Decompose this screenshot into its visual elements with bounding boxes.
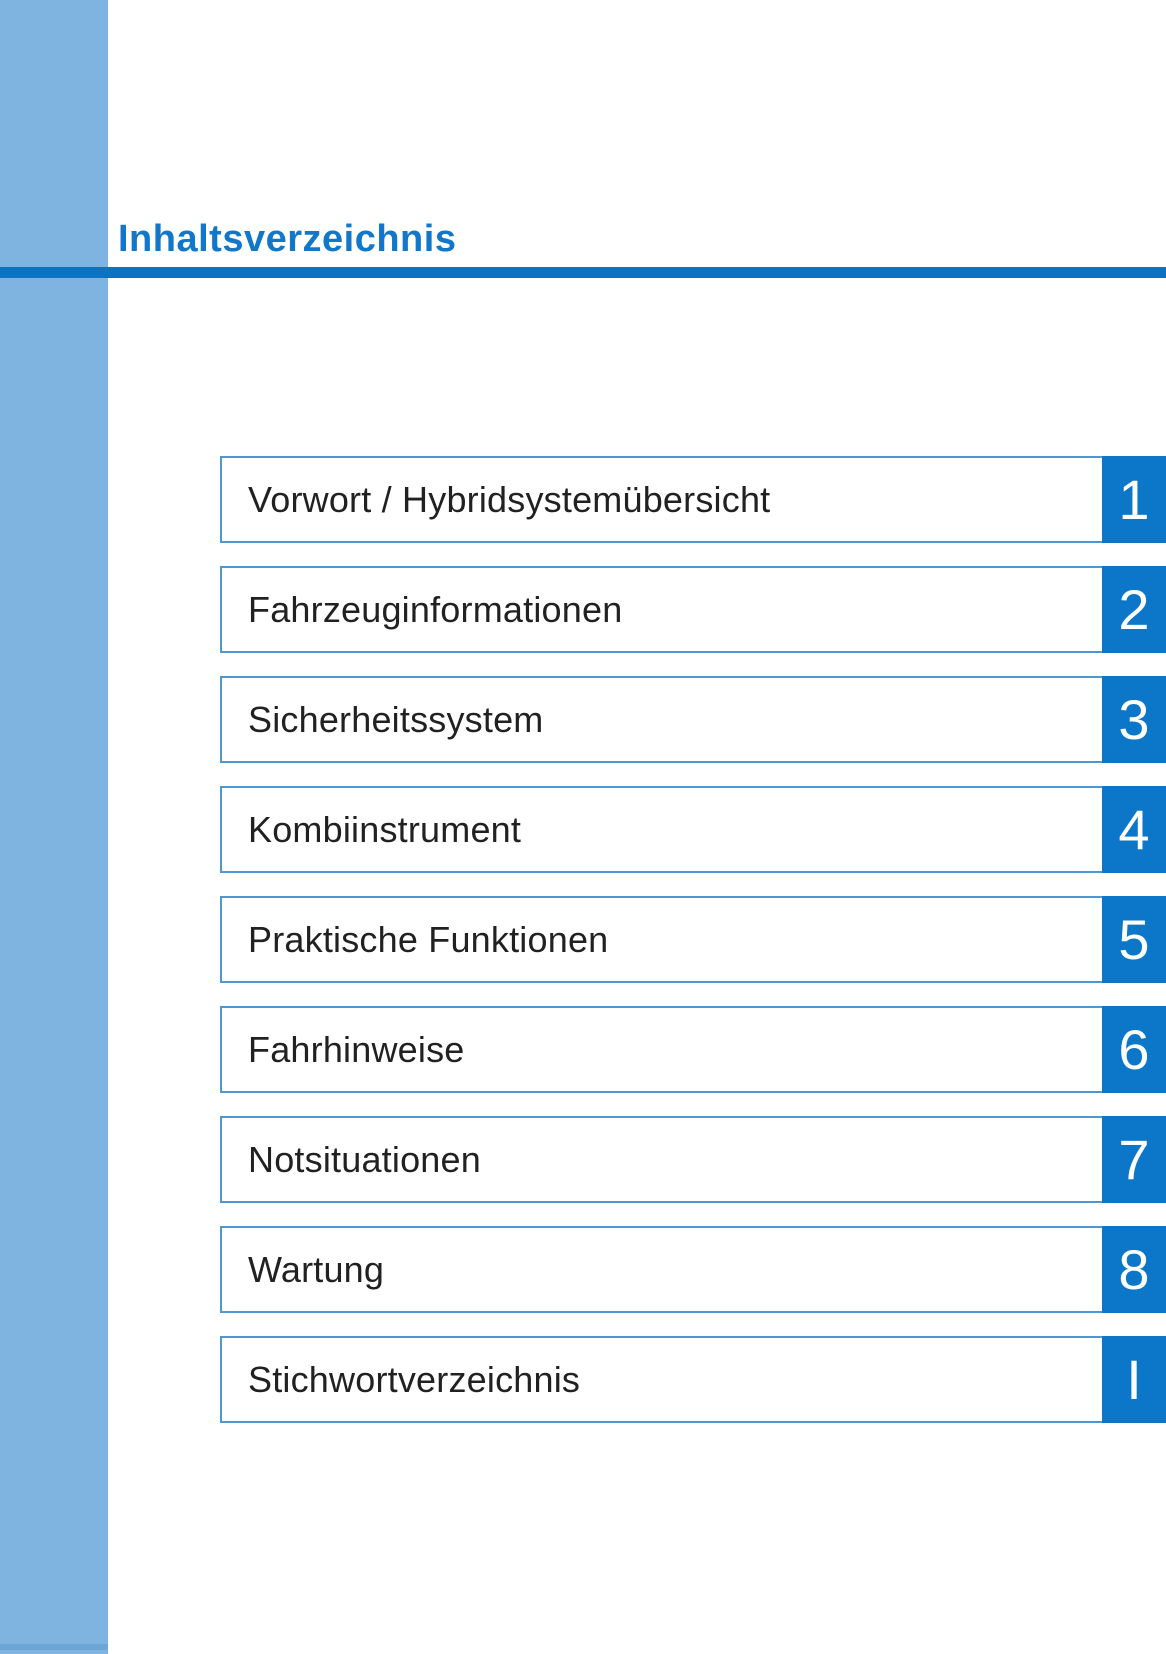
toc-row	[220, 566, 1166, 653]
toc-chapter-number: 8	[1118, 1237, 1150, 1301]
toc-row	[220, 1116, 1166, 1203]
toc-entry-label: Kombiinstrument	[248, 808, 522, 850]
toc-row	[220, 1006, 1166, 1093]
toc-entry-box	[220, 1116, 1102, 1203]
toc-entry-box	[220, 1336, 1102, 1423]
toc-row	[220, 786, 1166, 873]
toc-entry-box	[220, 786, 1102, 873]
page-title: Inhaltsverzeichnis	[118, 218, 457, 260]
toc-chapter-number-badge	[1102, 1116, 1166, 1203]
toc-entry-label: Fahrhinweise	[248, 1028, 465, 1070]
toc-chapter-number-badge	[1102, 566, 1166, 653]
toc-entry-box	[220, 1226, 1102, 1313]
sidebar-bottom-edge	[0, 1644, 108, 1650]
toc-row	[220, 1226, 1166, 1313]
toc-chapter-number: 1	[1118, 467, 1150, 531]
toc-chapter-number-badge	[1102, 896, 1166, 983]
title-underline-bar	[0, 267, 1166, 278]
toc-chapter-number: 6	[1118, 1017, 1150, 1081]
toc-chapter-number-badge	[1102, 676, 1166, 763]
toc-chapter-number: 4	[1118, 797, 1150, 861]
toc-entry-label: Praktische Funktionen	[248, 918, 609, 960]
toc-chapter-number-badge	[1102, 1226, 1166, 1313]
toc-row	[220, 676, 1166, 763]
toc-entry-label: Fahrzeuginformationen	[248, 588, 623, 630]
sidebar-stripe	[0, 0, 108, 1654]
toc-chapter-number-badge	[1102, 1006, 1166, 1093]
toc-chapter-number-badge	[1102, 1336, 1166, 1423]
toc-chapter-number: I	[1126, 1347, 1142, 1411]
toc-chapter-number: 2	[1118, 577, 1150, 641]
toc-entry-box	[220, 1006, 1102, 1093]
toc-entry-box	[220, 456, 1102, 543]
toc-entry-label: Wartung	[248, 1248, 385, 1290]
toc-row	[220, 456, 1166, 543]
toc-entry-label: Notsituationen	[248, 1138, 481, 1180]
toc-entry-box	[220, 566, 1102, 653]
toc-chapter-number-badge	[1102, 456, 1166, 543]
toc-chapter-number-badge	[1102, 786, 1166, 873]
toc-entry-box	[220, 676, 1102, 763]
toc-row	[220, 896, 1166, 983]
toc-entry-box	[220, 896, 1102, 983]
toc-chapter-number: 5	[1118, 907, 1150, 971]
toc-chapter-number: 3	[1118, 687, 1150, 751]
toc-row	[220, 1336, 1166, 1423]
toc-entry-label: Vorwort / Hybridsystemübersicht	[248, 478, 771, 520]
toc-entry-label: Sicherheitssystem	[248, 698, 544, 740]
toc-chapter-number: 7	[1118, 1127, 1150, 1191]
toc-entry-label: Stichwortverzeichnis	[248, 1358, 581, 1400]
toc-list	[220, 456, 1166, 1423]
